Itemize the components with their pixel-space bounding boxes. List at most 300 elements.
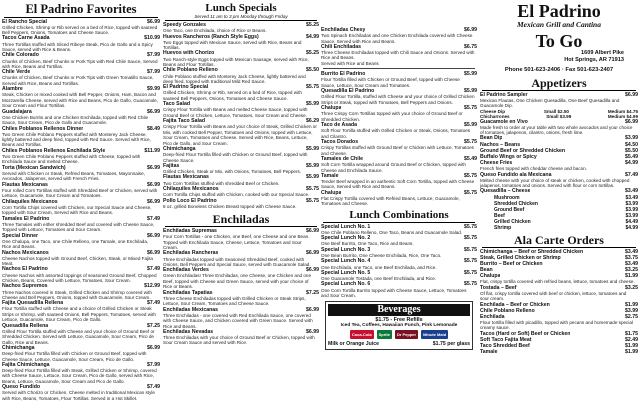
menu-item-price: $2.49	[625, 336, 638, 343]
menu-item-name: Enchiladas Nevadas	[163, 328, 214, 335]
menu-item-description: Corn Tortilla Chips stuffed with Chicken, cooked with our Special Sauce.	[163, 192, 310, 198]
menu-item-name: Fajita Taco Salad	[163, 118, 205, 125]
menu-item	[2, 69, 160, 86]
menu-item	[2, 216, 160, 233]
option-name: Shrimp	[494, 224, 512, 231]
menu-item-name: El Padrino Special	[163, 84, 209, 91]
menu-item-description: Grilled Chicken, Steak or Mix, with Onions, Tomatoes, Bell Peppers.	[163, 169, 302, 175]
menu-item-price: $1.99	[625, 342, 638, 349]
menu-item	[163, 186, 319, 198]
menu-item-description: Steak, Chicken or mixed cooked with Bell Pepper, Onions, Ham, Bacon and Mozzarella Cheese, served with Rice and Beans, Pico de Gallo, Guacamole, Sour Cream and Flour Tortillas.	[2, 92, 159, 109]
menu-item-price: $7.25	[306, 289, 319, 296]
menu-item-name: Chili Enchiladas	[321, 43, 362, 50]
menu-item-price: $6.99	[147, 108, 160, 115]
menu-item-description: Three Tortillas stuffed with Sliced Ribeye Steak, Pico de Gallo and a Spicy Sauce, served with Rice & Beans.	[2, 41, 153, 52]
menu-item-price: $6.99	[147, 18, 160, 25]
menu-item-name: El Rancho Special	[2, 18, 47, 25]
menu-item-name: Chimichanga	[163, 145, 196, 152]
menu-item-description: Soft Corn Tortilla wrapped around Ground Beef or Chicken, topped with Cheese and Enchilada Sauce.	[321, 162, 466, 173]
menu-item-price: $7.49	[147, 266, 160, 273]
menu-item-price: $6.99	[306, 228, 319, 235]
milk-row: Milk or Orange Juice $1.75 per glass	[328, 341, 470, 348]
menu-item	[2, 165, 160, 182]
menu-item-price: $5.99	[306, 101, 319, 108]
beverages-box	[325, 301, 473, 350]
menu-item	[321, 122, 477, 139]
menu-item-price: $5.75	[464, 172, 477, 179]
menu-item	[480, 92, 638, 109]
menu-item-name: Quesadilla El Padrino	[321, 88, 375, 95]
menu-item-name: Special Lunch No. 6	[321, 281, 371, 288]
menu-item	[2, 300, 160, 322]
menu-item-description: Three Tamales with either shredded Beef and covered with Cheese Sauce, Topped with Lettuce, Tomatoes and Sour Cream.	[2, 221, 155, 233]
menu-item	[163, 198, 319, 210]
menu-item-price: $3.99	[625, 307, 638, 314]
menu-item-price: $6.99	[306, 250, 319, 257]
cheese-dip-row: Cheese Dip Small $2.50 Medium $4.75	[480, 108, 638, 114]
menu-item	[163, 146, 319, 163]
menu-item-description: Four rolled Corn Tortillas stuffed with Shredded Beef or Chicken, served with Lettuce, Guacamole, Sour Cream and Tomatoes.	[2, 187, 158, 199]
menu-item-price: $5.75	[464, 281, 477, 288]
menu-item-description: Two Eggs topped with Mexican Sauce, served with Rice, Beans and Tortillas.	[163, 39, 302, 51]
menu-item-price: $5.99	[306, 174, 319, 181]
menu-item-name: Special Lunch No. 4	[321, 258, 371, 265]
menu-item-price: $3.49	[625, 248, 638, 255]
lunch-subtitle: Served 11 am to 3 pm Monday through Friday	[194, 14, 288, 19]
option-price: $4.99	[625, 224, 638, 231]
option-name: Beef	[494, 212, 505, 219]
menu-item-description: 8 oz. grilled Boneless Chicken Breast topped with Cheese Sauce.	[163, 203, 297, 209]
menu-item-price: $5.99	[464, 88, 477, 95]
menu-item-description: Three Crispy Corn Tortillas topped with your choice of Ground Beef or Shredded Chicken.	[321, 111, 463, 122]
menu-item-price: $5.49	[625, 153, 638, 160]
middle-column	[321, 0, 477, 411]
menu-item	[480, 172, 638, 189]
menu-item-description: One Guacamole Tostada, one Beef Enchilada, and Rice.	[321, 276, 437, 282]
menu-item-name: Pollo Loco El Padrino	[163, 197, 217, 204]
menu-item-description: Flour Tortilla stuffed with Cheese and a choice of Grilled Chicken or Steak Strips or Shrimp, with sauteed Onions, Bell Peppers, Tomatoes, served with Lettuce, Guacamole, Sour Cream, Pico de Gallo.	[2, 306, 156, 323]
menu-item-price: $3.25	[625, 284, 638, 291]
menu-item-description: Crispy Flour Tortilla with Beans and your choice of Steak, Grilled Chicken or Mix, with cooked Bell Pepper, Tomatoes and Onions, topped with Lettuce, Sour Cream, Tomatoes and Cheese. Served with Rice, Beans, Lettuce, Pico de Gallo, and Sour Cream.	[163, 124, 317, 146]
menu-item-price: $4.99	[625, 159, 638, 166]
menu-item-description: One Enchilada, one Taco, one Beef Enchilada, and Rice.	[321, 264, 437, 270]
alacarte-title: Ala Carte Orders	[514, 232, 604, 247]
menu-item-name: Special Dinner	[2, 232, 39, 239]
menu-item	[163, 174, 319, 186]
combos-list	[321, 224, 477, 299]
menu-item	[2, 345, 160, 362]
menu-item-description: Deep-fried Flour Tortilla filled with Steak, Grilled Chicken or Shrimp, covered with Cheese Sauce, Lettuce, Sour Cream, Pico de Gallo, served with Rice, Beans, Lettuce, Guacamole, Sour Cream and Pico de Gallo.	[2, 368, 157, 384]
divider	[323, 222, 475, 223]
menu-item-price: $9.99	[147, 86, 160, 93]
option-name: Shredded Chicken	[494, 200, 538, 207]
menu-item-description: Crispy Flour Tortilla with Beans and melted Cheese Sauce, topped with Ground Beef or Chicken, Lettuce, Tomatoes, Sour Cream and Cheese.	[163, 107, 308, 118]
soda-logos	[328, 330, 470, 339]
menu-item-description: Flat Crispy Tortilla covered with Refried Beans, Lettuce, Guacamole, Tomatoes and Cheese.	[321, 195, 460, 207]
right-column	[480, 0, 638, 411]
menu-item	[163, 228, 319, 250]
menu-item-name: Chimichanga – Beef or Shredded Chicken	[480, 248, 584, 255]
menu-item-description: Green Enchiladas! Three Enchiladas, one Cheese, one Chicken and one Beef, topped with Cheese and Green Sauce, served with your choice of Rice or Beans.	[163, 273, 312, 290]
menu-item-price: $5.75	[464, 105, 477, 112]
menu-item-description: Melted cheese with your choice of steak or chicken, cooked with chopped jalapenos, tomatoes and onions. Served with flour or corn tortillas.	[480, 177, 630, 189]
divider	[323, 68, 475, 69]
menu-item-name: Steak, Grilled Chicken or Shrimp	[480, 254, 561, 261]
menu-item-name: Taco Salad	[163, 101, 191, 108]
menu-item-price: $7.99	[147, 69, 160, 76]
menu-item-name: Enchilada – Beef or Chicken	[480, 301, 550, 308]
menu-item-price: $3.49	[625, 188, 638, 195]
menu-item-name: Nachos – Beans	[480, 141, 521, 148]
soda-logo: Minute Maid	[423, 332, 447, 338]
menu-item-name: Queso Fundido ala Mexicana	[480, 171, 552, 178]
menu-item	[321, 71, 477, 88]
menu-item-price: $3.25	[625, 266, 638, 273]
menu-item-name: Enchiladas Tapatias	[163, 289, 213, 296]
menu-item-name: Enchiladas Supremas	[163, 228, 217, 235]
menu-item	[163, 250, 319, 267]
menu-item-description: One Taco, one Enchilada, choice of Rice or Beans.	[163, 28, 267, 34]
menu-item-price: $5.75	[306, 197, 319, 204]
menu-item-name: Enchiladas Mexicanas	[163, 306, 219, 313]
menu-item-name: Taco Shredded Beef	[480, 342, 530, 349]
menu-item-description: Cheese Nachos with assorted toppings of seasoned Ground Beef, Chopped Chicken, Beans, Covered with Lettuce, Tomatoes, Sour Cream.	[2, 272, 157, 283]
menu-item	[163, 329, 319, 346]
menu-item	[163, 290, 319, 307]
restaurant-tagline: Mexican Grill and Cantina	[517, 20, 601, 29]
menu-item	[321, 44, 477, 61]
menu-item-description: Three Cheese Enchiladas topped with Chili Sauce and Onions. Served with Rice and Beans.	[321, 50, 475, 61]
menu-item-price: $6.99	[147, 181, 160, 188]
menu-item-price: $7.99	[147, 361, 160, 368]
menu-item-price: $10.99	[144, 35, 160, 42]
menu-item-name: Chimichanga	[2, 345, 35, 351]
combos-title: Lunch Combinations	[349, 208, 449, 221]
soda-logo: Coca-Cola	[351, 332, 372, 338]
menu-item	[2, 109, 160, 126]
menu-item-description: Deep-fried Flour Tortilla filled with Chicken or Ground Beef, topped with Cheese Sauce.	[163, 152, 308, 163]
menu-item	[2, 148, 160, 165]
menu-item-name: Chile Poblano Relleno	[480, 307, 535, 314]
menu-item-price: $7.49	[147, 384, 160, 391]
menu-item	[321, 173, 477, 190]
option-name: Ground Beef	[494, 206, 525, 213]
menu-item-name: Chilaquiles Mexicanos	[163, 185, 219, 192]
menu-item-name: Chile Verde	[2, 69, 31, 76]
menu-item	[321, 235, 477, 247]
menu-item-description: Made fresh to order at your table with two whole avocados and your choice of tomatoes, jalapenos, cilantro, onions, fresh lime.	[480, 124, 633, 136]
menu-item-price: $7.25	[147, 322, 160, 329]
menu-item	[480, 188, 638, 194]
soda-logo: Sprite	[378, 332, 390, 338]
menu-item-name: Burrito El Padrino	[321, 71, 366, 78]
menu-item	[163, 50, 319, 67]
menu-item-name: Chiles Poblanos Rellenos Dinner	[2, 125, 84, 132]
menu-item-name: Fajita Chimichanga	[2, 361, 50, 368]
menu-item-price: $4.50	[625, 141, 638, 148]
menu-item-price: $5.75	[464, 223, 477, 230]
menu-item-name: Fajita Quesadilla Rellena	[2, 300, 64, 307]
menu-item-description: Grilled Chicken, Shrimp or Rib, served on a bed of Rice, topped with sauteed Bell Peppers, Onions, Tomatoes and Cheese Sauce.	[163, 90, 302, 101]
menu-item-name: El Padrino Sampler	[480, 91, 528, 98]
menu-item	[2, 233, 160, 250]
menu-item	[321, 270, 477, 282]
menu-item-name: Bean	[480, 266, 493, 273]
menu-item	[321, 224, 477, 236]
menu-item-name: Torta (Mexican Sandwich)	[2, 164, 66, 171]
menu-item	[163, 307, 319, 329]
menu-item-description: Flat, crispy tortilla covered with refried beans, lettuce, tomatoes and cheese.	[480, 279, 635, 285]
alacarte-list	[480, 249, 638, 356]
menu-item	[321, 139, 477, 156]
option-price: $3.99	[625, 206, 638, 213]
city: Hot Springs, AR 71913	[564, 57, 624, 64]
menu-item-name: Enchiladas Rancheras	[163, 250, 219, 257]
menu-item-price: $5.75	[464, 235, 477, 242]
menu-item	[321, 61, 477, 66]
menu-item-price: $11.99	[144, 147, 160, 154]
menu-item-price: $12.99	[144, 283, 160, 290]
option-name: Mushroom	[494, 194, 520, 201]
menu-item	[2, 250, 160, 267]
menu-item-description: Three Enchiladas - one covered with Red Enchilada Sauce, one covered with Cheese Sauce, and Chicken covered with Green Sauce. Served with Rice and Beans.	[163, 312, 313, 329]
menu-item-price: $5.25	[306, 22, 319, 28]
menu-item-price: $5.75	[464, 139, 477, 146]
menu-item-price: $1.99	[625, 301, 638, 308]
quesadilla-option	[480, 225, 638, 231]
menu-item-price: $8.49	[147, 125, 160, 132]
menu-item-name: Chile Colorado	[2, 52, 39, 59]
lunch-list	[163, 22, 319, 209]
menu-item	[2, 86, 160, 108]
quesadilla-options	[480, 195, 638, 231]
restaurant-header	[480, 2, 638, 50]
option-price: $3.49	[625, 194, 638, 201]
menu-item-description: Deep-fried Flour Tortilla filled with Chicken or Ground Beef, topped with Cheese Sauce, Lettuce, Guacamole, Sour Cream, Pico de Gallo.	[2, 351, 147, 362]
menu-item	[163, 267, 319, 289]
menu-item-price: $5.50	[625, 147, 638, 154]
divider	[165, 20, 317, 21]
menu-item-description: Crispy Tortillas stuffed with Ground Beef or Chicken with Lettuce, Tomatoes and Cheese.	[321, 145, 474, 156]
menu-item-price: $6.99	[147, 345, 160, 351]
menu-item-description: Cheese Nachos topped with Ground Beef, Chicken, Steak, or Mixed Fajita Meat.	[2, 255, 153, 267]
menu-item-name: Taco de Asada	[321, 122, 358, 129]
menu-item	[2, 323, 160, 345]
menu-item-name: Tacos Dorados	[321, 139, 359, 146]
menu-item-price: $7.49	[147, 300, 160, 307]
menu-item-name: Buffalo Wings or Spicy	[480, 153, 537, 160]
menu-item	[2, 384, 160, 401]
menu-item-name: Queso Fundido	[2, 384, 41, 391]
menu-item-price: $6.99	[147, 249, 160, 256]
menu-item	[321, 247, 477, 259]
menu-item-price: $7.49	[147, 215, 160, 222]
lunch-title: Lunch Specials	[205, 2, 277, 14]
menu-item-price: $6.99	[625, 118, 638, 125]
beverages-title: Beverages	[328, 304, 470, 316]
soda-logo: Dr Pepper	[396, 332, 417, 338]
menu-item-name: Guadalajara	[2, 108, 32, 115]
menu-item	[321, 27, 477, 44]
menu-item-price: $3.99	[625, 135, 638, 142]
menu-item-description: Two Corn Tortillas stuffed with shredded Beef or Chicken.	[163, 180, 280, 186]
menu-item-price: $5.75	[464, 189, 477, 196]
menu-item-description: One Corn Tortilla Burrito topped with Cheese Sauce, Lettuce, Tomatoes and Sour Cream.	[321, 287, 467, 298]
menu-item	[163, 101, 319, 118]
menu-item-description: Three Nachos covered in Steak, Grilled Chicken and Shrimp covered with Cheese and Bell Peppers, Onions, topped with Guacamole, Sour Cream.	[2, 289, 152, 300]
menu-item-price: $2.75	[625, 313, 638, 320]
option-price: $3.99	[625, 200, 638, 207]
menu-item	[163, 118, 319, 146]
menu-item	[2, 182, 160, 199]
enchiladas-more-list	[321, 27, 477, 66]
menu-item-name: Soft Taco Fajita Meat	[480, 336, 532, 343]
lunch-more-list	[321, 71, 477, 207]
menu-item-name: Cheese Fries	[480, 159, 513, 166]
menu-item	[2, 362, 160, 384]
menu-item-name: Tamales El Padrino	[2, 215, 50, 222]
menu-item-name: Tamale	[321, 172, 339, 179]
menu-item-price: $5.99	[464, 122, 477, 129]
menu-item	[321, 105, 477, 122]
menu-item-price: $4.99	[306, 33, 319, 40]
menu-item	[321, 281, 477, 298]
option-name: Grilled Chicken	[494, 218, 531, 225]
menu-item	[321, 258, 477, 270]
menu-item-description: Of flat, crispy tortilla covered with beef or chicken, lettuce, tomatoes and sour cream.	[480, 290, 627, 302]
menu-item-description: Grilled Flour Tortilla stuffed with Cheese and your choice of Ground Beef or Shredded Chicken. Served with Lettuce, Guacamole, Sour Cream, Pico de Gallo, Rice and Beans.	[2, 328, 155, 345]
menu-item-description: Two Spinach Enchiladas and one Chicken Enchilada covered with Cheese Sauce. Served with Rice and Beans.	[321, 33, 473, 44]
menu-item-description: One Chile Poblano Relleno, One Taco, Beans and Guacamole Salad.	[321, 229, 463, 235]
menu-item-price: $5.75	[464, 246, 477, 253]
menu-item	[480, 349, 638, 355]
menu-item-description: One Chicken Burrito and one Chicken Enchilada, topped with Red Chile Sauce, Sour Cream, Pico de Gallo and Guacamole.	[2, 114, 149, 126]
menu-item-description: Chunks of Chicken, Beef Chunks or Pork Tips with Red Chile Sauce, Served with Rice, Beans and Tortillas.	[2, 58, 158, 69]
menu-item	[2, 126, 160, 148]
lunch-column	[163, 0, 319, 411]
appetizers-list	[480, 92, 638, 109]
menu-item	[2, 52, 160, 69]
menu-item-name: Bean Dip	[480, 135, 503, 142]
menu-item-name: Enchiladas Chesy	[321, 27, 366, 33]
menu-item-price: $5.75	[464, 269, 477, 276]
menu-item-price: $6.99	[147, 198, 160, 205]
menu-item-description: One Chalupa, one Taco, one Chile Relleno, one Tamale, one Enchilada, Rice and Beans.	[2, 238, 149, 250]
menu-item	[2, 266, 160, 283]
menu-item	[480, 314, 638, 331]
menu-item-name: Tamale	[480, 349, 498, 356]
menu-item	[163, 34, 319, 51]
menu-item-name: Chalupa	[321, 105, 342, 112]
menu-item-description: One Bean Burrito, One Cheese Enchilada, Rice, One Taco.	[321, 252, 442, 258]
menu-item-name: Quesadilla – Cheese	[480, 188, 531, 195]
menu-item-name: Nachos Supremos	[2, 283, 48, 290]
menu-item-price: $1.75	[625, 330, 638, 337]
menu-item-name: Quesadilla Rellena	[2, 322, 49, 329]
menu-item-name: Chiles Poblanos Rellenos Enchilada Style	[2, 147, 106, 154]
menu-item	[163, 163, 319, 175]
menu-item-price: $5.50	[306, 67, 319, 74]
menu-item-name: Enchiladas Verdes	[163, 267, 209, 274]
menu-item-price: $6.99	[147, 164, 160, 171]
menu-item-name: Nachos El Padrino	[2, 266, 48, 273]
menu-item-name: Chalupa	[321, 189, 342, 196]
menu-item-description: Mexican Flautas, One Chicken Quesadilla, One Beef Quesadilla and Guacamole Dip.	[480, 97, 620, 109]
menu-item-price: $5.99	[306, 145, 319, 152]
menu-item-header	[480, 349, 638, 355]
menu-item-price: $7.49	[625, 171, 638, 178]
menu-item-name: Ground Beef or Shredded Chicken	[480, 147, 566, 154]
menu-item	[321, 156, 477, 173]
to-go-label: To Go	[535, 30, 583, 51]
chicharrones-row: Chicharrones Small $3.99 Medium $4.99	[480, 113, 638, 119]
divider	[482, 90, 636, 91]
menu-item	[480, 119, 638, 136]
menu-item-price: $5.75	[464, 258, 477, 265]
menu-item-description: Three Enchiladas with your choice of Ground Beef or Chicken, topped with Sour Cream Sauce and served with Rice.	[163, 335, 315, 346]
menu-item-header	[480, 188, 638, 194]
beverages-price: $1.75 - Free Refills	[375, 317, 423, 324]
menu-item	[480, 285, 638, 302]
menu-item-price: $3.75	[625, 254, 638, 261]
menu-item-description: Three Cheese Enchiladas topped with Grilled Chicken or Steak Strips, Lettuce, Sour Cream, Tomatoes and Cheese Sauce.	[163, 295, 306, 307]
menu-item-price: $7.99	[147, 52, 160, 59]
menu-item-name: Tamales de Chile	[321, 155, 363, 162]
favorites-column	[2, 0, 160, 411]
menu-item-description: Served with Chicken or Steak, Refried Beans, Tomatoes, Mayonnaise, Avocados, Jalapenos, served with French Fries.	[2, 170, 145, 182]
menu-item-description: Flour tortilla filled with picadillo, topped with pecans and homemade special creamy sauce.	[480, 319, 633, 331]
enchiladas-title: Enchiladas	[212, 212, 270, 227]
menu-item-price: $6.99	[306, 306, 319, 313]
menu-item-name: Speedy Gonzales	[163, 22, 206, 28]
menu-item-description: Two Green Chile Poblano Peppers stuffed with Monterey Jack Cheese, lightly battered and deep fried, topped with Red Sauce. Served with Rice, Beans and Tortillas.	[2, 131, 151, 148]
menu-item-name: Chilaquiles Mexicanos	[2, 198, 58, 205]
menu-item-description: Soft Flour Tortilla stuffed with Grilled Chicken or Steak, Onions, Tomatoes and Cilantro.	[321, 128, 471, 139]
menu-item-price: $5.99	[306, 162, 319, 169]
menu-item-price: $6.99	[464, 27, 477, 33]
menu-item-price: $1.99	[625, 273, 638, 280]
menu-item-description: Flour Tortilla filled with Chicken or Ground Beef, topped with Cheese Sauce, Lettuce, Sour Cream and Tomatoes.	[321, 77, 460, 88]
menu-item-description: Grilled Flour Tortilla, stuffed with Cheese and your choice of Grilled Chicken Strips or Steak, topped with Tomatoes, Bell Peppers and Onions.	[321, 94, 475, 105]
menu-item-description: Two Green Chile Poblano Peppers stuffed with Cheese, topped with Enchilada Sauce and melted Cheese.	[2, 154, 141, 165]
menu-item-name: Special Lunch No. 1	[321, 223, 371, 230]
menu-item	[2, 35, 160, 52]
menu-item-name: Tostada – Beef	[480, 284, 517, 291]
menu-item	[321, 88, 477, 105]
menu-item-description: Chile Poblano stuffed with Monterey Jack Cheese, lightly battered and deep fried, topped with traditional Mild Red Sauce.	[163, 73, 306, 84]
menu-item-description: French fries topped with cheddar cheese and bacon.	[480, 166, 587, 172]
favorites-list	[2, 19, 160, 402]
menu-item-name: Special Lunch No. 2	[321, 235, 371, 242]
menu-item-price: $3.49	[625, 260, 638, 267]
menu-item-price: $6.99	[147, 232, 160, 239]
menu-item	[480, 273, 638, 285]
menu-item-name: Chalupa	[480, 273, 501, 280]
menu-item	[2, 283, 160, 300]
address: 1609 Albert Pike	[580, 49, 624, 56]
menu-item-price: $5.99	[464, 71, 477, 78]
favorites-title: El Padrino Favorites	[25, 2, 137, 16]
menu-item-price: $5.25	[306, 50, 319, 57]
menu-item-name: Tacos (Hard or Soft) Beef or Chicken	[480, 330, 571, 337]
menu-item-name: Guacamole en Vivo	[480, 118, 528, 125]
menu-item-name: Chile Poblano Relleno	[163, 67, 218, 74]
menu-item-description: Grilled Chicken, Shrimp or Rib served on a bed of Rice, topped with sauteed Bell Peppers, Onions, Tomatoes and Cheese Sauce.	[2, 24, 158, 36]
menu-item-name: Flautas Mexicanas	[163, 174, 209, 181]
menu-item-price: $5.49	[464, 155, 477, 162]
phone-fax: Phone 501-623-2406 · Fax 501-623-2407	[504, 66, 614, 73]
menu-item-price: $1.99	[625, 349, 638, 356]
